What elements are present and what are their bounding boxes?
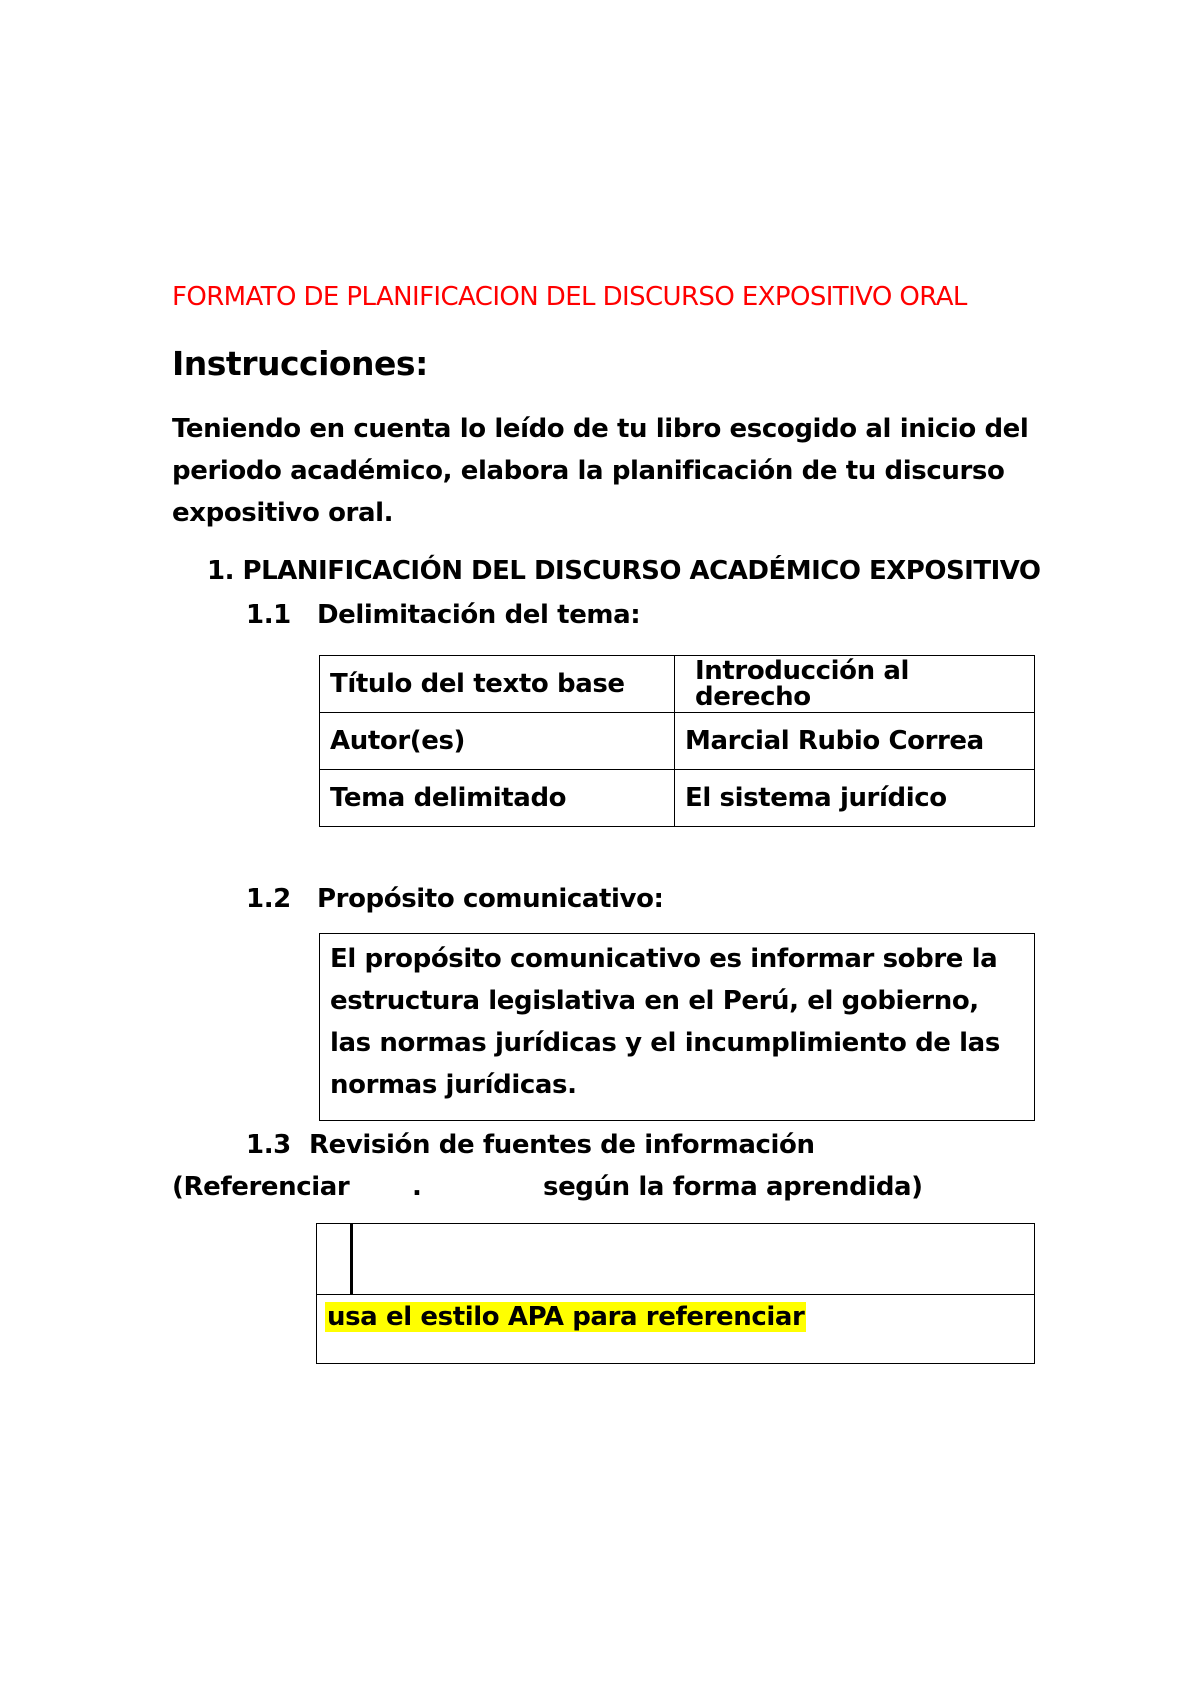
instructions-heading: Instrucciones: bbox=[172, 344, 428, 383]
table-row bbox=[320, 656, 1035, 713]
tema-table bbox=[319, 655, 1035, 827]
references-box[interactable] bbox=[316, 1223, 1035, 1364]
reference-note-start: (Referenciar bbox=[172, 1172, 350, 1202]
text-cursor bbox=[350, 1224, 353, 1294]
table-cell-label: Autor(es) bbox=[320, 713, 675, 770]
subsection-label: Propósito comunicativo: bbox=[317, 884, 664, 914]
subsection-1-3-heading bbox=[246, 1130, 815, 1160]
subsection-1-2-heading bbox=[246, 884, 664, 914]
table-cell-value: Marcial Rubio Correa bbox=[675, 713, 1035, 770]
reference-note-end: según la forma aprendida) bbox=[543, 1172, 923, 1202]
table-cell-label: Título del texto base bbox=[320, 656, 675, 713]
section-1-heading: 1. PLANIFICACIÓN DEL DISCURSO ACADÉMICO EXPOSITIVO bbox=[207, 556, 1041, 586]
subsection-number: 1.1 bbox=[246, 600, 291, 630]
proposito-text-box[interactable]: El propósito comunicativo es informar sobre la estructura legislativa en el Perú, el gobierno, las normas jurídicas y el incumplimiento de las normas jurídicas. bbox=[319, 933, 1035, 1121]
table-cell-value: Introducción al derecho bbox=[675, 656, 1035, 713]
subsection-number: 1.3 bbox=[246, 1130, 291, 1160]
subsection-1-1-heading bbox=[246, 600, 640, 630]
instructions-text: Teniendo en cuenta lo leído de tu libro escogido al inicio del periodo académico, elabora la planificación de tu discurso expositivo oral. bbox=[172, 414, 1029, 528]
subsection-number: 1.2 bbox=[246, 884, 291, 914]
references-divider bbox=[317, 1294, 1034, 1295]
subsection-label: Delimitación del tema: bbox=[317, 600, 641, 630]
apa-hint-highlight: usa el estilo APA para referenciar bbox=[327, 1302, 805, 1332]
table-cell-value: El sistema jurídico bbox=[675, 770, 1035, 827]
reference-note-dot: . bbox=[412, 1172, 422, 1202]
table-row bbox=[320, 713, 1035, 770]
table-row bbox=[320, 770, 1035, 827]
table-cell-label: Tema delimitado bbox=[320, 770, 675, 827]
subsection-label: Revisión de fuentes de información bbox=[309, 1130, 815, 1160]
document-title: FORMATO DE PLANIFICACION DEL DISCURSO EXPOSITIVO ORAL bbox=[172, 282, 967, 312]
